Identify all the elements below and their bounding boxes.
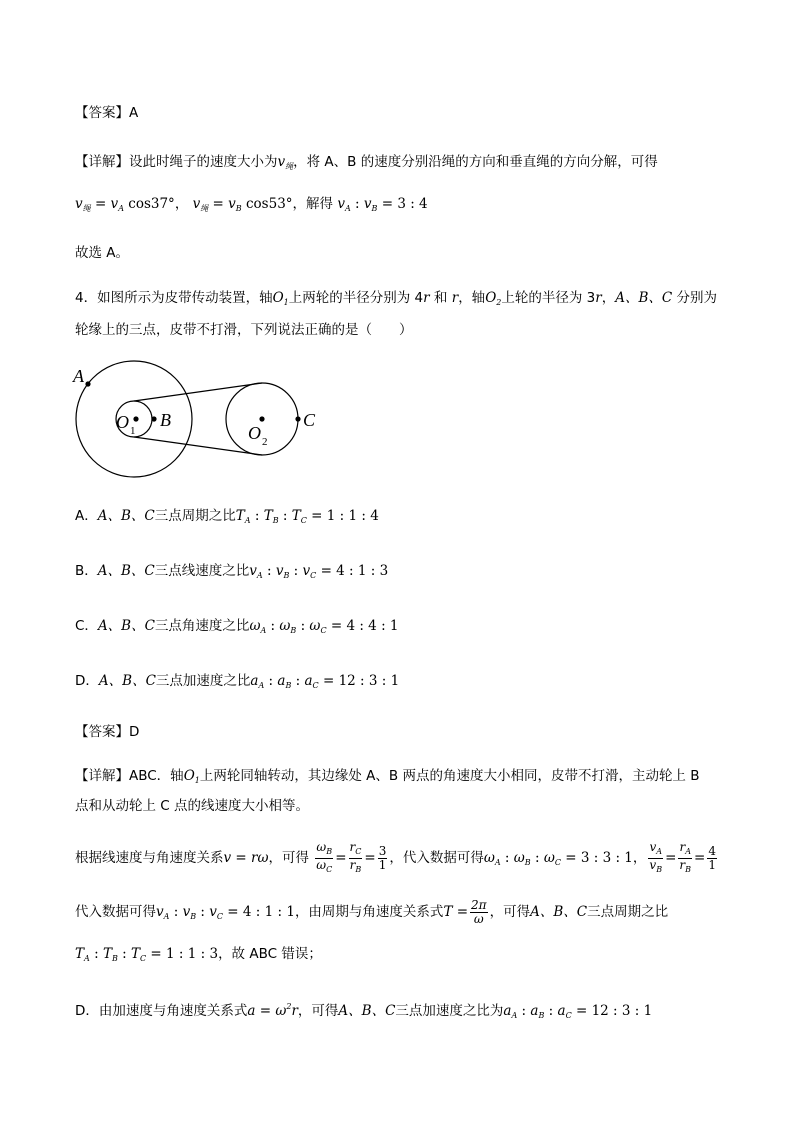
label-o1-sub: 1: [130, 425, 136, 437]
answer-label: 【答案】: [75, 105, 129, 121]
detail-1-formula: $v_绳 = v_A$ cos37°， $v_绳 = v_B$ cos53°，解得 $v_A$ : $v_B = 3$ : 4: [75, 196, 428, 213]
question-line-1: 4．如图所示为皮带传动装置，轴$O_1$上两轮的半径分别为 4r 和 r，轴$O_2$上轮的半径为 3r，A、B、C 分别为: [75, 290, 718, 307]
point-a: [85, 381, 90, 386]
label-o1: O: [116, 412, 129, 432]
detail-2-line-6: D．由加速度与角速度关系式$a = \omega^2r$，可得A、B、C三点加速度之比为$a_A$ : $a_B$ : $a_C = 12$ : 3 : 1: [75, 1002, 653, 1020]
question-line-2: 轮缘上的三点，皮带不打滑，下列说法正确的是（ ）: [75, 322, 413, 338]
math-v-rope: $v_绳$: [277, 154, 294, 171]
option-a: A．A、B、C三点周期之比$T_A$ : $T_B$ : $T_C = 1$ : 1 : 4: [75, 508, 379, 525]
center-o1: [133, 416, 138, 421]
belt-bottom: [134, 437, 262, 455]
answer-label: 【答案】: [75, 724, 129, 740]
detail-1-line-1: [75, 152, 658, 177]
point-b: [151, 416, 156, 421]
center-o2: [259, 416, 264, 421]
label-a: A: [73, 366, 84, 386]
detail-text: ，将 A、B 的速度分别沿绳的方向和垂直绳的方向分解，可得: [293, 154, 658, 170]
label-o2: O: [248, 423, 261, 443]
label-c: C: [303, 410, 316, 430]
label-o2-sub: 2: [262, 436, 268, 448]
answer-line-1: [75, 103, 138, 123]
answer-line-2: [75, 722, 139, 742]
point-c: [295, 416, 300, 421]
option-d: D．A、B、C三点加速度之比$a_A$ : $a_B$ : $a_C = 12$ : 3 : 1: [75, 673, 400, 690]
detail-label: 【详解】: [75, 154, 129, 170]
detail-2-line-1: 【详解】ABC．轴$O_1$上两轮同轴转动，其边缘处 A、B 两点的角速度大小相同，皮带不打滑，主动轮上 B: [75, 768, 700, 785]
belt-top: [134, 383, 262, 401]
answer-value: D: [129, 724, 140, 740]
detail-2-line-2: 点和从动轮上 C 点的线速度大小相等。: [75, 798, 310, 814]
detail-2-line-3: 根据线速度与角速度关系v = rω，可得 $\frac{\omega_B}{\omega_C}$ = $\frac{r_C}{r_B}$ = $\frac{3}{1}$ ，代入数据可得$\omega_A$ : $\omega_B$ : $\omega_C = 3$ : 3 : 1， $\frac{v_A}{v_B}$ = $\frac{r_A}{r_B}$ = $\frac{4}{1}$: [75, 839, 716, 874]
detail-2-line-4: 代入数据可得$v_A$ : $v_B$ : $v_C = 4$ : 1 : 1，由周期与角速度关系式T = $\frac{2\pi}{\omega}$ ，可得A、B、C三点周期之比: [75, 897, 669, 926]
answer-value: A: [129, 105, 139, 121]
belt-diagram: [68, 355, 338, 485]
option-c: C．A、B、C三点角速度之比$\omega_A$ : $\omega_B$ : $\omega_C = 4$ : 4 : 1: [75, 618, 399, 635]
detail-text: 设此时绳子的速度大小为: [129, 154, 278, 170]
detail-2-line-5: $T_A$ : $T_B$ : $T_C = 1$ : 1 : 3，故 ABC 错误；: [75, 946, 322, 963]
label-b: B: [160, 410, 171, 430]
conclusion-1: 故选 A。: [75, 245, 130, 261]
option-b: B．A、B、C三点线速度之比$v_A$ : $v_B$ : $v_C = 4$ : 1 : 3: [75, 563, 389, 580]
